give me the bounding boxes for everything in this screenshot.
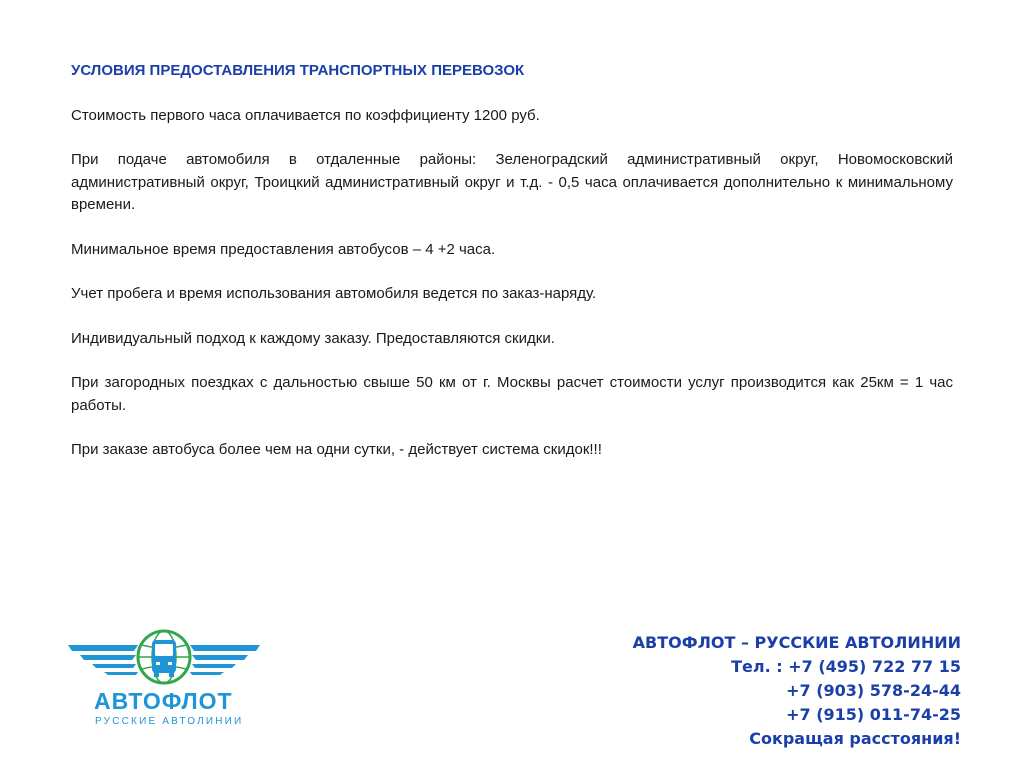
paragraph-individual-approach: Индивидуальный подход к каждому заказу. Предоставляются скидки. (71, 329, 555, 347)
company-logo (66, 628, 262, 732)
logo-subtitle: РУССКИЕ АВТОЛИНИИ (95, 716, 244, 727)
paragraph-remote-districts: При подаче автомобиля в отдаленные районы: Зеленоградский административный округ, Новомосковский административный округ, Троицкий административный округ и т.д. - 0,5 часа оплачивается дополнительно к минимальному времени. (71, 151, 953, 213)
terms-document (71, 60, 953, 484)
contact-block (633, 631, 961, 751)
phone-number-1: Тел. : +7 (495) 722 77 15 (731, 657, 961, 676)
document-heading: УСЛОВИЯ ПРЕДОСТАВЛЕНИЯ ТРАНСПОРТНЫХ ПЕРЕВОЗОК (71, 62, 525, 79)
phone-number-3: +7 (915) 011-74-25 (786, 705, 961, 724)
phone-number-2: +7 (903) 578-24-44 (786, 681, 961, 700)
paragraph-minimum-time: Минимальное время предоставления автобусов – 4 +2 часа. (71, 240, 496, 258)
company-name: АВТОФЛОТ – РУССКИЕ АВТОЛИНИИ (632, 633, 961, 652)
winged-bus-globe-icon (66, 628, 262, 688)
paragraph-suburban-trips: При загородных поездках с дальностью свыше 50 км от г. Москвы расчет стоимости услуг производится как 25км = 1 час работы. (71, 374, 953, 414)
paragraph-first-hour-cost: Стоимость первого часа оплачивается по коэффициенту 1200 руб. (71, 106, 540, 124)
logo-name: АВТОФЛОТ (94, 688, 233, 714)
paragraph-mileage-accounting: Учет пробега и время использования автомобиля ведется по заказ-наряду. (71, 285, 597, 302)
company-slogan: Сокращая расстояния! (749, 729, 961, 748)
paragraph-multi-day-discount: При заказе автобуса более чем на одни сутки, - действует система скидок!!! (71, 441, 602, 458)
